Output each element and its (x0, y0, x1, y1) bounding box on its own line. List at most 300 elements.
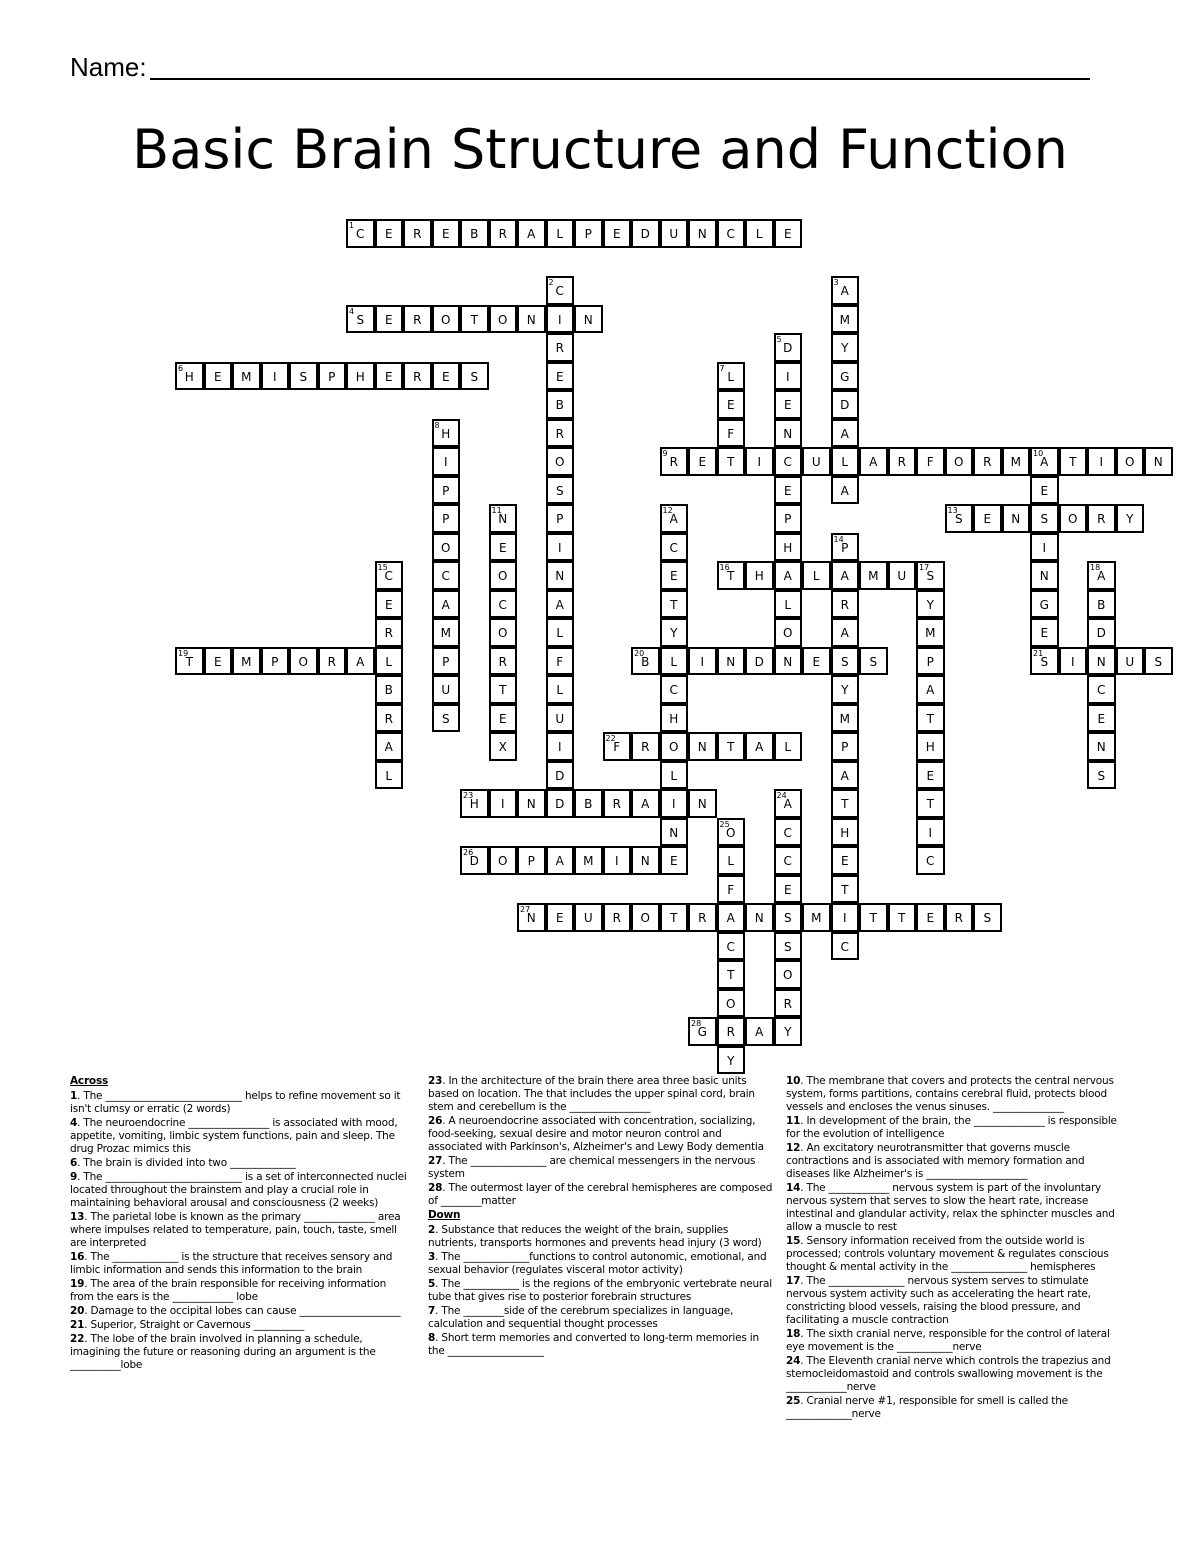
crossword-cell[interactable] (574, 789, 603, 818)
crossword-cell[interactable] (802, 647, 831, 676)
crossword-cell[interactable] (489, 504, 518, 533)
crossword-cell[interactable] (1116, 647, 1145, 676)
crossword-cell[interactable] (489, 675, 518, 704)
cell-letter: R (413, 369, 422, 384)
crossword-cell[interactable] (774, 362, 803, 391)
crossword-cell[interactable] (403, 219, 432, 248)
crossword-cell[interactable] (631, 732, 660, 761)
crossword-cell[interactable] (546, 276, 575, 305)
crossword-cell[interactable] (1030, 447, 1059, 476)
cell-letter: T (185, 654, 193, 669)
cell-letter: D (754, 654, 764, 669)
crossword-cell[interactable] (916, 761, 945, 790)
cell-letter: S (954, 512, 963, 526)
crossword-cell[interactable] (432, 533, 461, 562)
crossword-cell[interactable] (546, 533, 575, 562)
crossword-cell[interactable] (631, 846, 660, 875)
crossword-cell[interactable] (631, 789, 660, 818)
crossword-cell[interactable] (660, 533, 689, 562)
clue-item (786, 1142, 1131, 1181)
crossword-cell[interactable] (261, 362, 290, 391)
crossword-cell[interactable] (546, 561, 575, 590)
crossword-cell[interactable] (831, 276, 860, 305)
cell-letter: E (555, 369, 564, 384)
crossword-cell[interactable] (831, 305, 860, 334)
crossword-cell[interactable] (318, 362, 347, 391)
crossword-cell[interactable] (774, 419, 803, 448)
cell-letter: E (669, 854, 678, 868)
cell-letter: O (441, 312, 451, 327)
crossword-cell[interactable] (489, 846, 518, 875)
crossword-cell[interactable] (460, 789, 489, 818)
crossword-cell[interactable] (1030, 476, 1059, 505)
crossword-cell[interactable] (660, 846, 689, 875)
crossword-cell[interactable] (717, 903, 746, 932)
crossword-cell[interactable] (1087, 561, 1116, 590)
crossword-cell[interactable] (1116, 504, 1145, 533)
crossword-cell[interactable] (831, 932, 860, 961)
crossword-cell[interactable] (574, 903, 603, 932)
crossword-cell[interactable] (432, 447, 461, 476)
crossword-cell[interactable] (916, 789, 945, 818)
crossword-cell[interactable] (660, 561, 689, 590)
crossword-cell[interactable] (717, 1046, 746, 1075)
crossword-cell[interactable] (546, 618, 575, 647)
crossword-cell[interactable] (831, 761, 860, 790)
crossword-cell[interactable] (831, 704, 860, 733)
crossword-cell[interactable] (688, 219, 717, 248)
clue-text: . Damage to the occipital lobes can cause ____________________ (84, 1305, 401, 1317)
crossword-cell[interactable] (546, 761, 575, 790)
crossword-cell[interactable] (432, 618, 461, 647)
crossword-cell[interactable] (489, 647, 518, 676)
crossword-cell[interactable] (1030, 504, 1059, 533)
crossword-cell[interactable] (346, 647, 375, 676)
crossword-cell[interactable] (489, 533, 518, 562)
crossword-cell[interactable] (546, 447, 575, 476)
crossword-cell[interactable] (660, 732, 689, 761)
crossword-cell[interactable] (774, 789, 803, 818)
crossword-cell[interactable] (717, 390, 746, 419)
crossword-cell[interactable] (432, 590, 461, 619)
cell-letter: M (839, 711, 850, 726)
crossword-cell[interactable] (831, 818, 860, 847)
crossword-cell[interactable] (489, 704, 518, 733)
crossword-cell[interactable] (261, 647, 290, 676)
crossword-cell[interactable] (1030, 618, 1059, 647)
clue-item (786, 1115, 1131, 1141)
crossword-cell[interactable] (831, 618, 860, 647)
crossword-cell[interactable] (916, 732, 945, 761)
crossword-cell[interactable] (1002, 504, 1031, 533)
crossword-cell[interactable] (603, 219, 632, 248)
crossword-cell[interactable] (859, 447, 888, 476)
crossword-cell[interactable] (489, 732, 518, 761)
cell-letter: O (1125, 455, 1135, 469)
cell-letter: C (783, 825, 792, 840)
crossword-cell[interactable] (916, 590, 945, 619)
crossword-cell[interactable] (546, 732, 575, 761)
crossword-cell[interactable] (831, 476, 860, 505)
crossword-cell[interactable] (774, 618, 803, 647)
crossword-cell[interactable] (517, 903, 546, 932)
crossword-cell[interactable] (717, 419, 746, 448)
crossword-cell[interactable] (831, 875, 860, 904)
crossword-cell[interactable] (346, 305, 375, 334)
crossword-cell[interactable] (774, 333, 803, 362)
crossword-cell[interactable] (175, 362, 204, 391)
crossword-cell[interactable] (346, 362, 375, 391)
cell-letter: E (669, 569, 678, 583)
crossword-cell[interactable] (774, 732, 803, 761)
cell-letter: I (557, 740, 562, 754)
crossword-cell[interactable] (660, 447, 689, 476)
crossword-cell[interactable] (289, 647, 318, 676)
crossword-cell[interactable] (432, 219, 461, 248)
crossword-cell[interactable] (375, 761, 404, 790)
cell-letter: P (841, 740, 849, 754)
crossword-cell[interactable] (717, 732, 746, 761)
crossword-cell[interactable] (489, 219, 518, 248)
crossword-cell[interactable] (574, 305, 603, 334)
crossword-cell[interactable] (660, 704, 689, 733)
crossword-cell[interactable] (546, 846, 575, 875)
crossword-cell[interactable] (489, 590, 518, 619)
crossword-cell[interactable] (688, 1017, 717, 1046)
crossword-cell[interactable] (1087, 732, 1116, 761)
crossword-cell[interactable] (888, 903, 917, 932)
cell-letter: T (470, 312, 478, 327)
crossword-cell[interactable] (745, 732, 774, 761)
crossword-cell[interactable] (831, 362, 860, 391)
crossword-cell[interactable] (204, 362, 233, 391)
cell-letter: Y (1126, 512, 1134, 526)
crossword-cell[interactable] (717, 219, 746, 248)
cell-letter: L (812, 569, 820, 583)
crossword-cell[interactable] (432, 362, 461, 391)
crossword-cell[interactable] (517, 219, 546, 248)
crossword-cell[interactable] (460, 846, 489, 875)
clue-number-label: 12 (786, 1142, 801, 1154)
crossword-cell[interactable] (574, 219, 603, 248)
crossword-cell[interactable] (859, 647, 888, 676)
crossword-cell[interactable] (1144, 647, 1173, 676)
crossword-cell[interactable] (546, 305, 575, 334)
crossword-cell[interactable] (774, 533, 803, 562)
crossword-cell[interactable] (802, 561, 831, 590)
crossword-cell[interactable] (1087, 675, 1116, 704)
clue-item (70, 1211, 410, 1250)
crossword-cell[interactable] (517, 305, 546, 334)
crossword-cell[interactable] (460, 219, 489, 248)
crossword-cell[interactable] (745, 1017, 774, 1046)
crossword-cell[interactable] (375, 732, 404, 761)
crossword-cell[interactable] (546, 647, 575, 676)
crossword-cell[interactable] (802, 447, 831, 476)
crossword-cell[interactable] (688, 647, 717, 676)
crossword-cell[interactable] (831, 447, 860, 476)
crossword-cell[interactable] (831, 561, 860, 590)
crossword-cell[interactable] (318, 647, 347, 676)
crossword-cell[interactable] (717, 846, 746, 875)
crossword-cell[interactable] (631, 647, 660, 676)
crossword-cell[interactable] (546, 903, 575, 932)
crossword-cell[interactable] (660, 818, 689, 847)
crossword-cell[interactable] (546, 390, 575, 419)
crossword-cell[interactable] (717, 932, 746, 961)
crossword-cell[interactable] (802, 903, 831, 932)
crossword-cell[interactable] (916, 675, 945, 704)
crossword-cell[interactable] (831, 675, 860, 704)
cell-letter: O (441, 540, 451, 555)
crossword-cell[interactable] (375, 561, 404, 590)
crossword-cell[interactable] (859, 561, 888, 590)
clue-text: . The _______________ nervous system serves to stimulate nervous system activity such as accelerating the heart rate, constricting blood vessels, raising the blood pressure, and facilitating a muscle contraction (786, 1275, 1091, 1326)
crossword-cell[interactable] (346, 219, 375, 248)
crossword-cell[interactable] (631, 219, 660, 248)
crossword-cell[interactable] (774, 561, 803, 590)
name-label: Name: (70, 52, 147, 82)
crossword-cell[interactable] (774, 476, 803, 505)
crossword-cell[interactable] (973, 903, 1002, 932)
crossword-cell[interactable] (745, 647, 774, 676)
crossword-cell[interactable] (175, 647, 204, 676)
crossword-cell[interactable] (574, 846, 603, 875)
crossword-cell[interactable] (888, 561, 917, 590)
clue-item (428, 1332, 773, 1358)
crossword-cell[interactable] (1030, 561, 1059, 590)
crossword-cell[interactable] (432, 419, 461, 448)
crossword-cell[interactable] (916, 846, 945, 875)
cell-letter: A (840, 426, 849, 441)
crossword-cell[interactable] (859, 903, 888, 932)
cell-letter: C (726, 227, 735, 241)
crossword-cell[interactable] (660, 219, 689, 248)
crossword-cell[interactable] (831, 533, 860, 562)
crossword-cell[interactable] (745, 561, 774, 590)
crossword-cell[interactable] (774, 903, 803, 932)
crossword-cell[interactable] (546, 504, 575, 533)
crossword-cell[interactable] (831, 333, 860, 362)
crossword-cell[interactable] (489, 618, 518, 647)
crossword-cell[interactable] (745, 447, 774, 476)
crossword-cell[interactable] (945, 903, 974, 932)
crossword-cell[interactable] (232, 362, 261, 391)
crossword-cell[interactable] (774, 1017, 803, 1046)
crossword-cell[interactable] (660, 761, 689, 790)
crossword-cell[interactable] (717, 875, 746, 904)
crossword-cell[interactable] (375, 647, 404, 676)
crossword-cell[interactable] (717, 960, 746, 989)
crossword-cell[interactable] (432, 504, 461, 533)
crossword-cell[interactable] (1087, 647, 1116, 676)
crossword-cell[interactable] (232, 647, 261, 676)
crossword-cell[interactable] (831, 647, 860, 676)
crossword-cell[interactable] (403, 362, 432, 391)
crossword-cell[interactable] (1087, 618, 1116, 647)
cell-letter: O (669, 740, 679, 754)
cell-letter: C (726, 939, 735, 954)
clue-number: 9 (662, 449, 668, 458)
crossword-cell[interactable] (375, 219, 404, 248)
crossword-cell[interactable] (774, 960, 803, 989)
crossword-cell[interactable] (717, 989, 746, 1018)
crossword-cell[interactable] (916, 647, 945, 676)
crossword-cell[interactable] (546, 476, 575, 505)
cell-letter: E (498, 540, 507, 555)
crossword-cell[interactable] (973, 504, 1002, 533)
crossword-cell[interactable] (831, 732, 860, 761)
crossword-cell[interactable] (1087, 504, 1116, 533)
crossword-cell[interactable] (375, 618, 404, 647)
crossword-cell[interactable] (916, 561, 945, 590)
crossword-cell[interactable] (774, 504, 803, 533)
crossword-cell[interactable] (375, 305, 404, 334)
crossword-cell[interactable] (688, 447, 717, 476)
crossword-cell[interactable] (489, 305, 518, 334)
crossword-cell[interactable] (660, 590, 689, 619)
crossword-cell[interactable] (831, 390, 860, 419)
crossword-cell[interactable] (1059, 504, 1088, 533)
crossword-cell[interactable] (517, 789, 546, 818)
crossword-cell[interactable] (432, 675, 461, 704)
crossword-cell[interactable] (546, 333, 575, 362)
crossword-cell[interactable] (432, 704, 461, 733)
crossword-cell[interactable] (375, 590, 404, 619)
crossword-cell[interactable] (774, 219, 803, 248)
crossword-cell[interactable] (460, 362, 489, 391)
crossword-cell[interactable] (831, 903, 860, 932)
crossword-cell[interactable] (603, 903, 632, 932)
cell-letter: I (1042, 540, 1047, 555)
crossword-cell[interactable] (1030, 590, 1059, 619)
crossword-cell[interactable] (489, 789, 518, 818)
crossword-cell[interactable] (945, 447, 974, 476)
crossword-cell[interactable] (1087, 704, 1116, 733)
crossword-cell[interactable] (774, 932, 803, 961)
crossword-cell[interactable] (603, 789, 632, 818)
crossword-cell[interactable] (1144, 447, 1173, 476)
crossword-cell[interactable] (546, 675, 575, 704)
crossword-cell[interactable] (831, 789, 860, 818)
crossword-cell[interactable] (432, 476, 461, 505)
crossword-cell[interactable] (603, 846, 632, 875)
crossword-cell[interactable] (546, 362, 575, 391)
crossword-cell[interactable] (1087, 590, 1116, 619)
crossword-cell[interactable] (774, 989, 803, 1018)
clue-item (428, 1251, 773, 1277)
cell-letter: E (812, 654, 821, 669)
crossword-cell[interactable] (916, 618, 945, 647)
cell-letter: S (555, 483, 564, 498)
crossword-cell[interactable] (660, 618, 689, 647)
crossword-cell[interactable] (774, 846, 803, 875)
crossword-cell[interactable] (432, 647, 461, 676)
crossword-cell[interactable] (660, 903, 689, 932)
crossword-cell[interactable] (831, 846, 860, 875)
crossword-cell[interactable] (489, 561, 518, 590)
crossword-cell[interactable] (745, 219, 774, 248)
crossword-cell[interactable] (1087, 447, 1116, 476)
crossword-cell[interactable] (831, 590, 860, 619)
crossword-cell[interactable] (546, 704, 575, 733)
crossword-cell[interactable] (717, 647, 746, 676)
crossword-cell[interactable] (1116, 447, 1145, 476)
crossword-cell[interactable] (1059, 447, 1088, 476)
crossword-cell[interactable] (774, 390, 803, 419)
crossword-cell[interactable] (688, 903, 717, 932)
crossword-cell[interactable] (973, 447, 1002, 476)
crossword-cell[interactable] (717, 362, 746, 391)
crossword-cell[interactable] (403, 305, 432, 334)
crossword-cell[interactable] (745, 903, 774, 932)
crossword-cell[interactable] (375, 675, 404, 704)
cell-letter: N (697, 227, 707, 241)
cell-letter: Y (727, 1053, 735, 1068)
crossword-cell[interactable] (717, 447, 746, 476)
crossword-cell[interactable] (688, 732, 717, 761)
crossword-cell[interactable] (717, 1017, 746, 1046)
crossword-cell[interactable] (916, 903, 945, 932)
crossword-cell[interactable] (1030, 533, 1059, 562)
crossword-cell[interactable] (1059, 647, 1088, 676)
crossword-cell[interactable] (603, 732, 632, 761)
crossword-cell[interactable] (1002, 447, 1031, 476)
crossword-cell[interactable] (1030, 647, 1059, 676)
crossword-cell[interactable] (546, 789, 575, 818)
crossword-cell[interactable] (945, 504, 974, 533)
crossword-cell[interactable] (546, 590, 575, 619)
crossword-cell[interactable] (546, 419, 575, 448)
crossword-cell[interactable] (375, 704, 404, 733)
crossword-cell[interactable] (1087, 761, 1116, 790)
crossword-cell[interactable] (774, 875, 803, 904)
crossword-cell[interactable] (660, 675, 689, 704)
crossword-cell[interactable] (717, 818, 746, 847)
cell-letter: H (469, 797, 479, 811)
crossword-cell[interactable] (460, 305, 489, 334)
crossword-cell[interactable] (916, 447, 945, 476)
crossword-cell[interactable] (289, 362, 318, 391)
crossword-cell[interactable] (432, 561, 461, 590)
crossword-cell[interactable] (660, 647, 689, 676)
crossword-cell[interactable] (916, 818, 945, 847)
crossword-cell[interactable] (375, 362, 404, 391)
cell-letter: U (583, 911, 593, 925)
crossword-cell[interactable] (432, 305, 461, 334)
crossword-cell[interactable] (546, 219, 575, 248)
crossword-cell[interactable] (631, 903, 660, 932)
crossword-cell[interactable] (204, 647, 233, 676)
crossword-cell[interactable] (774, 818, 803, 847)
crossword-cell[interactable] (774, 647, 803, 676)
crossword-cell[interactable] (831, 419, 860, 448)
cell-letter: U (897, 569, 907, 583)
crossword-cell[interactable] (660, 504, 689, 533)
crossword-cell[interactable] (517, 846, 546, 875)
crossword-cell[interactable] (916, 704, 945, 733)
clue-number: 14 (833, 534, 844, 544)
crossword-cell[interactable] (688, 789, 717, 818)
clue-number-label: 8 (428, 1332, 436, 1344)
crossword-cell[interactable] (774, 447, 803, 476)
crossword-cell[interactable] (717, 561, 746, 590)
crossword-cell[interactable] (660, 789, 689, 818)
crossword-cell[interactable] (888, 447, 917, 476)
crossword-cell[interactable] (774, 590, 803, 619)
cell-letter: A (840, 768, 849, 783)
cell-letter: S (299, 369, 308, 384)
